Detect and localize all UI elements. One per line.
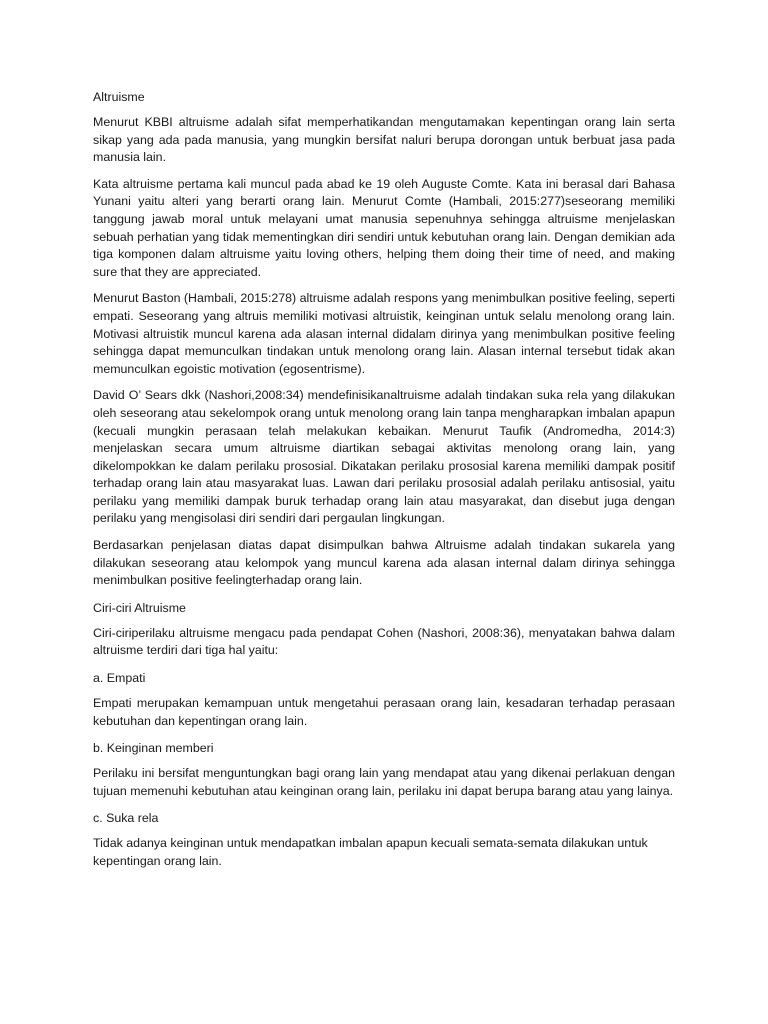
paragraph-sears-taufik: David O’ Sears dkk (Nashori,2008:34) mendefinisikanaltruisme adalah tindakan suka rela yang dilakukan oleh seseorang atau sekelompok orang untuk menolong orang lain tanpa mengharapkan imbalan apapun (kecuali mungkin perasaan telah melakukan kebaikan. Menurut Taufik (Andromedha, 2014:3) menjelaskan secara umum altruisme diartikan sebagai aktivitas menolong orang lain, yang dikelompokkan ke dalam perilaku prososial. Dikatakan perilaku prososial karena memiliki dampak positif terhadap orang lain atau masyarakat luas. Lawan dari perilaku prososial adalah perilaku antisosial, yaitu perilaku yang memiliki dampak buruk terhadap orang lain atau masyarakat, dan disebut juga dengan perilaku yang mengisolasi diri sendiri dari pergaulan lingkungan. <box>93 388 675 526</box>
item-label-keinginan-memberi: b. Keinginan memberi <box>93 741 214 756</box>
item-text-suka-rela: Tidak adanya keinginan untuk mendapatkan imbalan apapun kecuali semata-semata dilakukan untuk kepentingan orang lain. <box>93 836 648 868</box>
section-title-ciri-ciri: Ciri-ciri Altruisme <box>93 600 186 615</box>
item-text-keinginan-memberi: Perilaku ini bersifat menguntungkan bagi orang lain yang mendapat atau yang dikenai perlakuan dengan tujuan memenuhi kebutuhan atau keinginan orang lain, perilaku ini dapat berupa barang atau yang lainya. <box>93 766 675 798</box>
item-text-empati: Empati merupakan kemampuan untuk mengetahui perasaan orang lain, kesadaran terhadap perasaan kebutuhan dan kepentingan orang lain. <box>93 696 675 728</box>
paragraph-conclusion: Berdasarkan penjelasan diatas dapat disimpulkan bahwa Altruisme adalah tindakan sukarela yang dilakukan seseorang atau kelompok yang muncul karena ada alasan internal dalam dirinya sehingga menimbulkan positive feelingterhadap orang lain. <box>93 538 675 588</box>
item-label-suka-rela: c. Suka rela <box>93 811 159 826</box>
paragraph-cohen-intro: Ciri-ciriperilaku altruisme mengacu pada pendapat Cohen (Nashori, 2008:36), menyatakan bahwa dalam altruisme terdiri dari tiga hal yaitu: <box>93 625 675 658</box>
paragraph-baston: Menurut Baston (Hambali, 2015:278) altruisme adalah respons yang menimbulkan positive feeling, seperti empati. Seseorang yang altruis memiliki motivasi altruistik, keinginan untuk selalu menolong orang lain. Motivasi altruistik muncul karena ada alasan internal didalam dirinya yang menimbulkan positive feeling sehingga dapat memunculkan tindakan untuk menolong orang lain. Alasan internal tersebut tidak akan memunculkan egoistic motivation (egosentrisme). <box>93 291 675 376</box>
paragraph-comte-origin: Kata altruisme pertama kali muncul pada abad ke 19 oleh Auguste Comte. Kata ini berasal dari Bahasa Yunani yaitu alteri yang berarti orang lain. Menurut Comte (Hambali, 2015:277)seseorang memiliki tanggung jawab moral untuk melayani umat manusia sepenuhnya sehingga altruisme menjelaskan sebuah perhatian yang tidak mementingkan diri sendiri untuk kebutuhan orang lain. Dengan demikian ada tiga komponen dalam altruisme yaitu loving others, helping them doing their time of need, and making sure that they are appreciated. <box>93 176 675 279</box>
document-title: Altruisme <box>93 90 145 104</box>
paragraph-kbbi-definition: Menurut KBBI altruisme adalah sifat memperhatikandan mengutamakan kepentingan orang lain serta sikap yang ada pada manusia, yang mungkin bersifat naluri berupa dorongan untuk berbuat jasa pada manusia lain. <box>93 115 675 165</box>
item-label-empati: a. Empati <box>93 671 146 686</box>
